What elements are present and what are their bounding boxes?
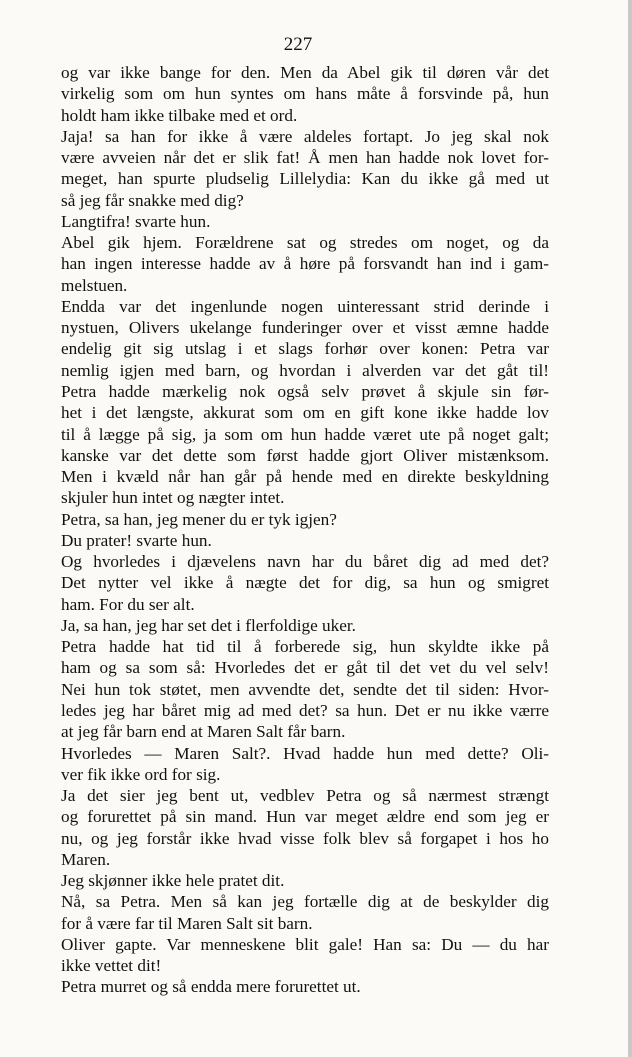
text-line: Hvorledes — Maren Salt?. Hvad hadde hun med dette? Oli- bbox=[61, 743, 549, 763]
text-line: Men i kvæld når han går på hende med en direkte beskyldning bbox=[61, 467, 549, 487]
text-line: så jeg får snakke med dig? bbox=[61, 190, 244, 210]
text-line: for å være far til Maren Salt sit barn. bbox=[61, 913, 313, 933]
text-line: være avveien når det er slik fat! Å men han hadde nok lovet for- bbox=[61, 148, 549, 168]
text-line: og forurettet på sin mand. Hun var meget ældre end som jeg er bbox=[61, 807, 549, 827]
text-line: til å lægge på sig, ja som om hun hadde været ute på noget galt; bbox=[61, 424, 549, 444]
text-line: het i det længste, akkurat som om en gift kone ikke hadde lov bbox=[61, 403, 549, 423]
text-line: Abel gik hjem. Forældrene sat og stredes om noget, og da bbox=[61, 233, 549, 253]
text-line: nemlig igjen med barn, og hvordan i alverden var det gåt til! bbox=[61, 360, 549, 380]
text-line: Langtifra! svarte hun. bbox=[61, 211, 211, 231]
text-line: skjuler hun intet og nægter intet. bbox=[61, 488, 285, 508]
text-line: Endda var det ingenlunde nogen uinteressant strid derinde i bbox=[61, 296, 549, 316]
text-line: melstuen. bbox=[61, 275, 128, 295]
text-line: meget, han spurte pludselig Lillelydia: Kan du ikke gå med ut bbox=[61, 169, 549, 189]
text-line: Og hvorledes i djævelens navn har du båret dig ad med det? bbox=[61, 552, 549, 572]
text-line: og var ikke bange for den. Men da Abel gik til døren vår det bbox=[61, 63, 549, 82]
text-line: Jaja! sa han for ikke å være aldeles fortapt. Jo jeg skal nok bbox=[61, 126, 549, 146]
text-line: han ingen interesse hadde av å høre på forsvandt han ind i gam- bbox=[61, 254, 549, 274]
page-edge bbox=[628, 0, 632, 1057]
text-line: Ja det sier jeg bent ut, vedblev Petra og så nærmest strængt bbox=[61, 786, 549, 806]
text-line: Petra hadde mærkelig nok også selv prøvet å skjule sin før- bbox=[61, 381, 549, 401]
text-line: Det nytter vel ikke å nægte det for dig, sa hun og smigret bbox=[61, 573, 549, 593]
text-line: Ja, sa han, jeg har set det i flerfoldige uker. bbox=[61, 615, 356, 635]
text-line: Oliver gapte. Var menneskene blit gale! Han sa: Du — du har bbox=[61, 934, 549, 954]
text-line: nu, og jeg forstår ikke hvad visse folk blev så forgapet i hos ho bbox=[61, 828, 549, 848]
text-line: ledes jeg har båret mig ad med det? sa hun. Det er nu ikke værre bbox=[61, 700, 549, 720]
text-line: Nå, sa Petra. Men så kan jeg fortælle dig at de beskylder dig bbox=[61, 892, 549, 912]
text-line: ham og sa som så: Hvorledes det er gåt til det vet du vel selv! bbox=[61, 658, 549, 678]
text-line: Petra murret og så endda mere forurettet ut. bbox=[61, 977, 361, 997]
text-line: ham. For du ser alt. bbox=[61, 594, 195, 614]
text-line: ikke vettet dit! bbox=[61, 956, 162, 976]
text-line: Petra hadde hat tid til å forberede sig, hun skyldte ikke på bbox=[61, 637, 549, 657]
body-text bbox=[61, 62, 549, 998]
text-line: ver fik ikke ord for sig. bbox=[61, 764, 221, 784]
text-line: Jeg skjønner ikke hele pratet dit. bbox=[61, 871, 285, 891]
text-line: Maren. bbox=[61, 849, 111, 869]
text-line: Nei hun tok støtet, men avvendte det, sendte det til siden: Hvor- bbox=[61, 679, 549, 699]
text-line: Petra, sa han, jeg mener du er tyk igjen? bbox=[61, 509, 337, 529]
text-line: endelig git sig utslag i et slags forhør over konen: Petra var bbox=[61, 339, 549, 359]
text-line: virkelig som om hun syntes om hans måte å forsvinde på, hun bbox=[61, 84, 549, 104]
text-line: kanske var det dette som først hadde gjort Oliver mistænksom. bbox=[61, 445, 549, 465]
text-line: holdt ham ikke tilbake med et ord. bbox=[61, 105, 298, 125]
text-line: Du prater! svarte hun. bbox=[61, 530, 212, 550]
text-line: at jeg får barn end at Maren Salt får barn. bbox=[61, 722, 346, 742]
text-line: nystuen, Olivers ukelange funderinger over et visst æmne hadde bbox=[61, 318, 549, 338]
page-number: 227 bbox=[283, 34, 313, 55]
